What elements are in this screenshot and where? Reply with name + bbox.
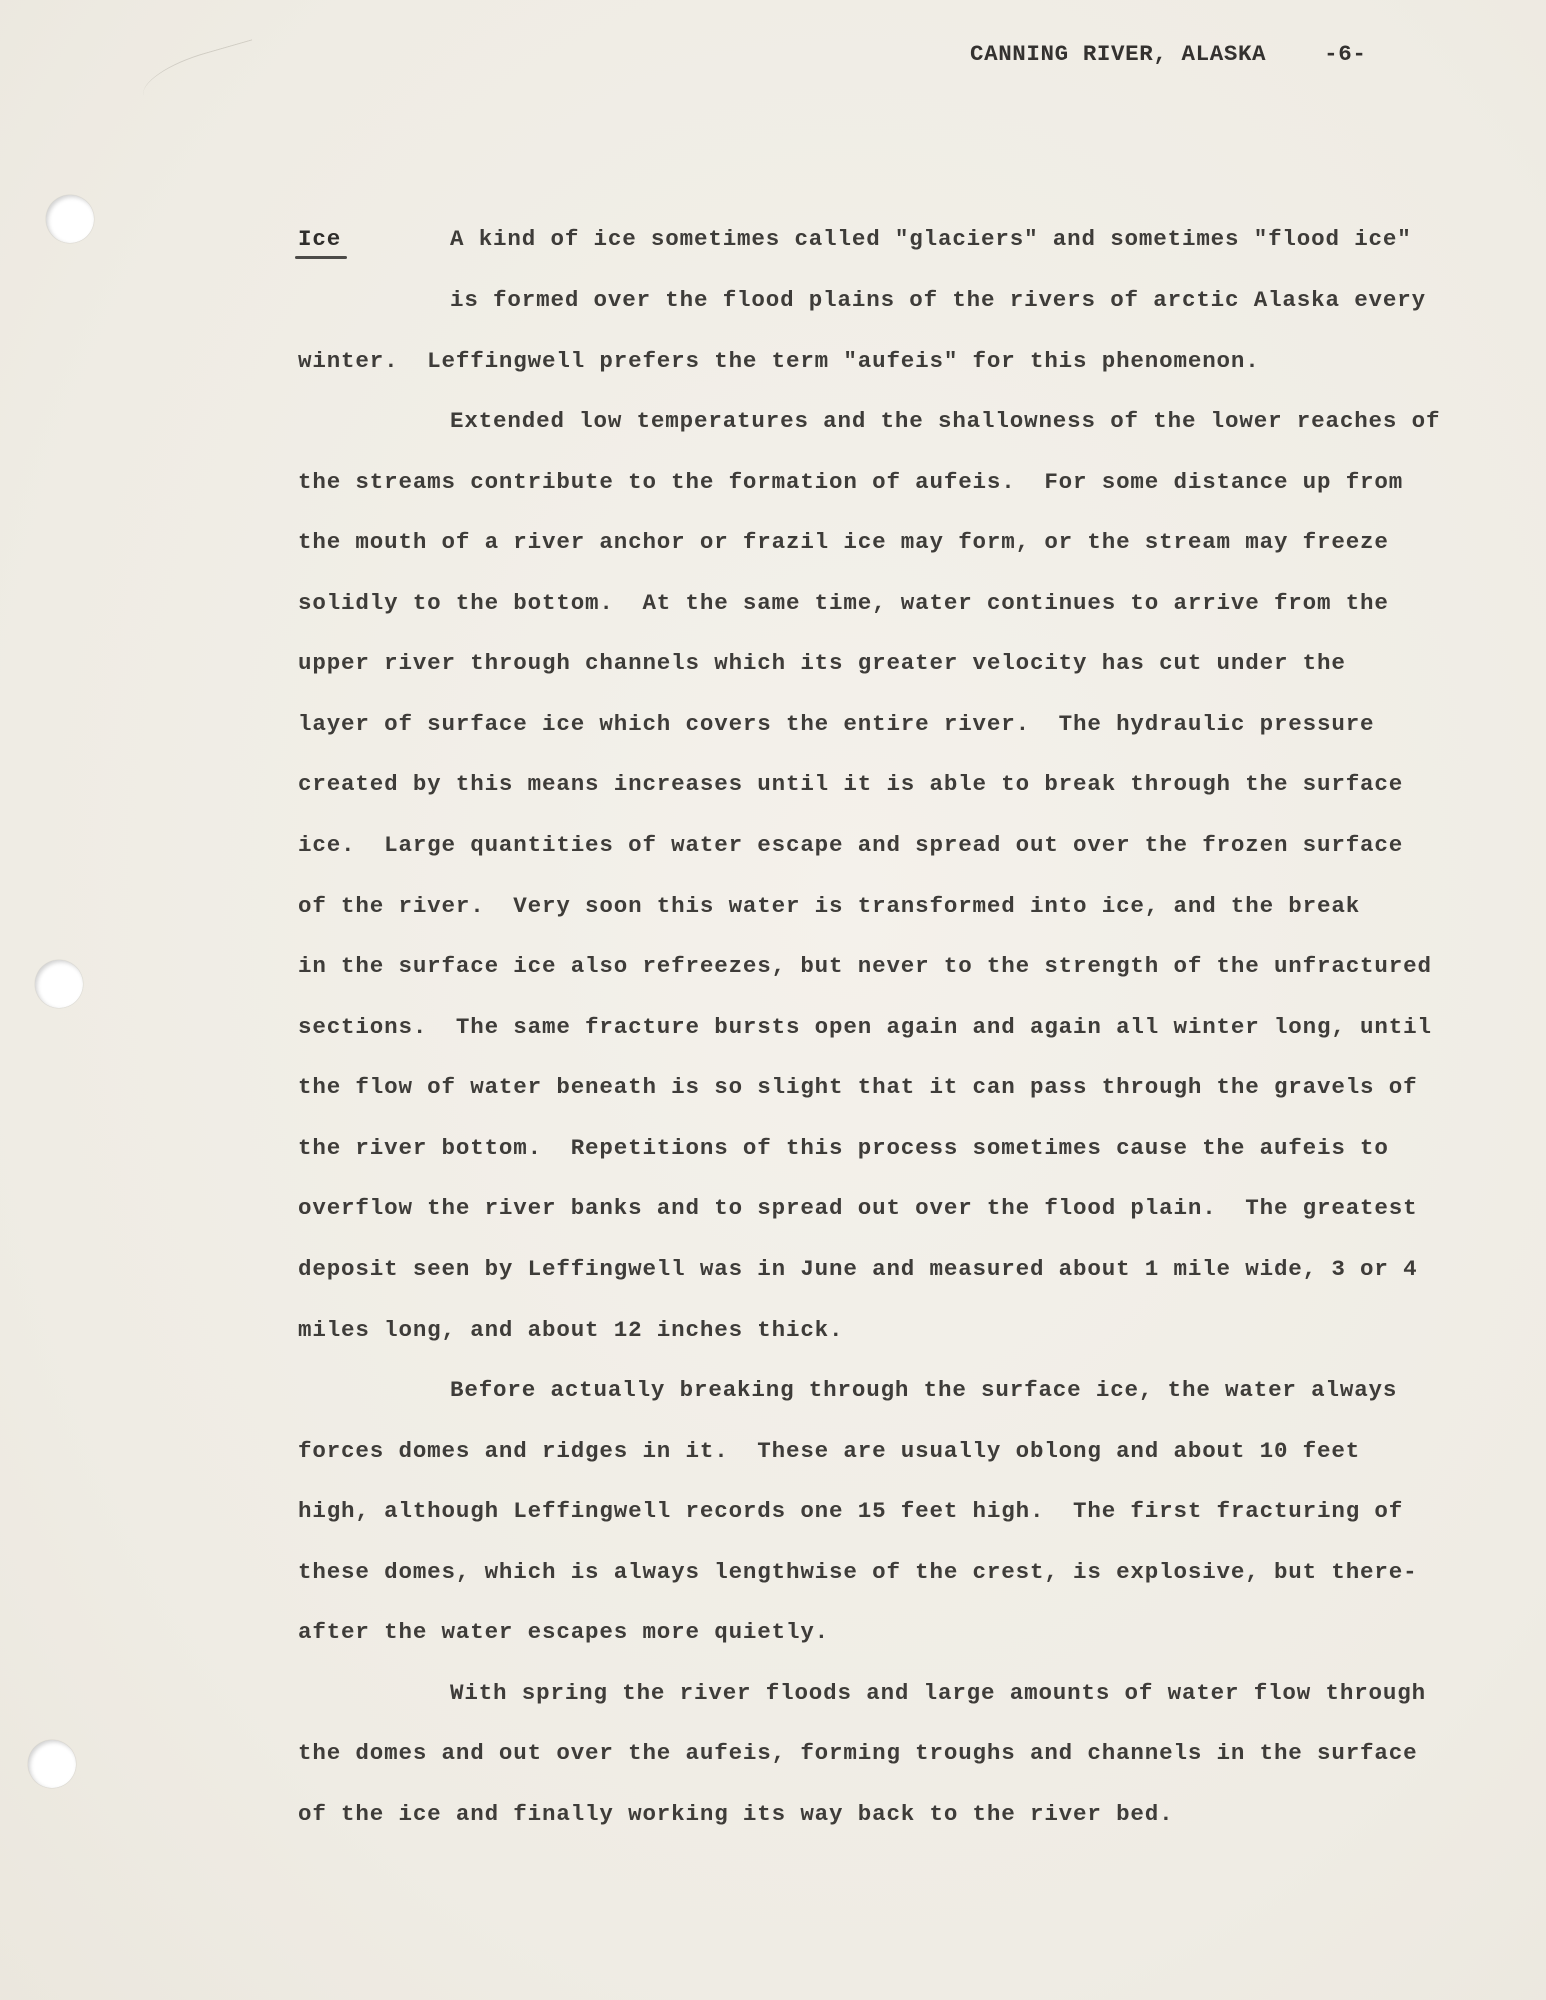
text-line: created by this means increases until it is able to break through the surface bbox=[298, 771, 1404, 797]
text-line: these domes, which is always lengthwise of the crest, is explosive, but there- bbox=[298, 1559, 1418, 1585]
text-line: winter. Leffingwell prefers the term "aufeis" for this phenomenon. bbox=[298, 348, 1260, 374]
text-line: high, although Leffingwell records one 15 feet high. The first fracturing of bbox=[298, 1498, 1404, 1524]
text-line: the flow of water beneath is so slight that it can pass through the gravels of bbox=[298, 1074, 1418, 1100]
punch-hole-middle bbox=[35, 960, 83, 1008]
text-line: sections. The same fracture bursts open again and again all winter long, until bbox=[298, 1014, 1432, 1040]
text-line: the mouth of a river anchor or frazil ice may form, or the stream may freeze bbox=[298, 529, 1389, 555]
text-line: solidly to the bottom. At the same time, water continues to arrive from the bbox=[298, 590, 1389, 616]
text-line: With spring the river floods and large amounts of water flow through bbox=[450, 1680, 1426, 1706]
text-line: upper river through channels which its greater velocity has cut under the bbox=[298, 650, 1346, 676]
header-title: CANNING RIVER, ALASKA bbox=[970, 41, 1267, 67]
text-line: Extended low temperatures and the shallowness of the lower reaches of bbox=[450, 408, 1441, 434]
pencil-mark bbox=[137, 39, 264, 111]
page-header bbox=[970, 41, 1366, 67]
text-line: forces domes and ridges in it. These are usually oblong and about 10 feet bbox=[298, 1438, 1361, 1464]
section-heading-ice: Ice bbox=[298, 226, 342, 252]
text-line: deposit seen by Leffingwell was in June and measured about 1 mile wide, 3 or 4 bbox=[298, 1256, 1418, 1282]
text-line: of the ice and finally working its way back to the river bed. bbox=[298, 1801, 1174, 1827]
text-line: of the river. Very soon this water is transformed into ice, and the break bbox=[298, 893, 1361, 919]
text-line: Before actually breaking through the surface ice, the water always bbox=[450, 1377, 1398, 1403]
text-line: ice. Large quantities of water escape and spread out over the frozen surface bbox=[298, 832, 1404, 858]
text-line: overflow the river banks and to spread out over the flood plain. The greatest bbox=[298, 1195, 1418, 1221]
text-line: A kind of ice sometimes called "glaciers" and sometimes "flood ice" bbox=[450, 226, 1412, 252]
text-line: the streams contribute to the formation of aufeis. For some distance up from bbox=[298, 469, 1404, 495]
text-line: miles long, and about 12 inches thick. bbox=[298, 1317, 844, 1343]
page-number: -6- bbox=[1324, 41, 1367, 67]
text-line: after the water escapes more quietly. bbox=[298, 1619, 830, 1645]
text-line: in the surface ice also refreezes, but never to the strength of the unfractured bbox=[298, 953, 1432, 979]
text-line: layer of surface ice which covers the entire river. The hydraulic pressure bbox=[298, 711, 1375, 737]
text-line: the river bottom. Repetitions of this process sometimes cause the aufeis to bbox=[298, 1135, 1389, 1161]
punch-hole-bottom bbox=[28, 1740, 76, 1788]
punch-hole-top bbox=[46, 195, 94, 243]
text-line: the domes and out over the aufeis, forming troughs and channels in the surface bbox=[298, 1740, 1418, 1766]
text-line: is formed over the flood plains of the rivers of arctic Alaska every bbox=[450, 287, 1426, 313]
heading-underline bbox=[295, 256, 347, 259]
